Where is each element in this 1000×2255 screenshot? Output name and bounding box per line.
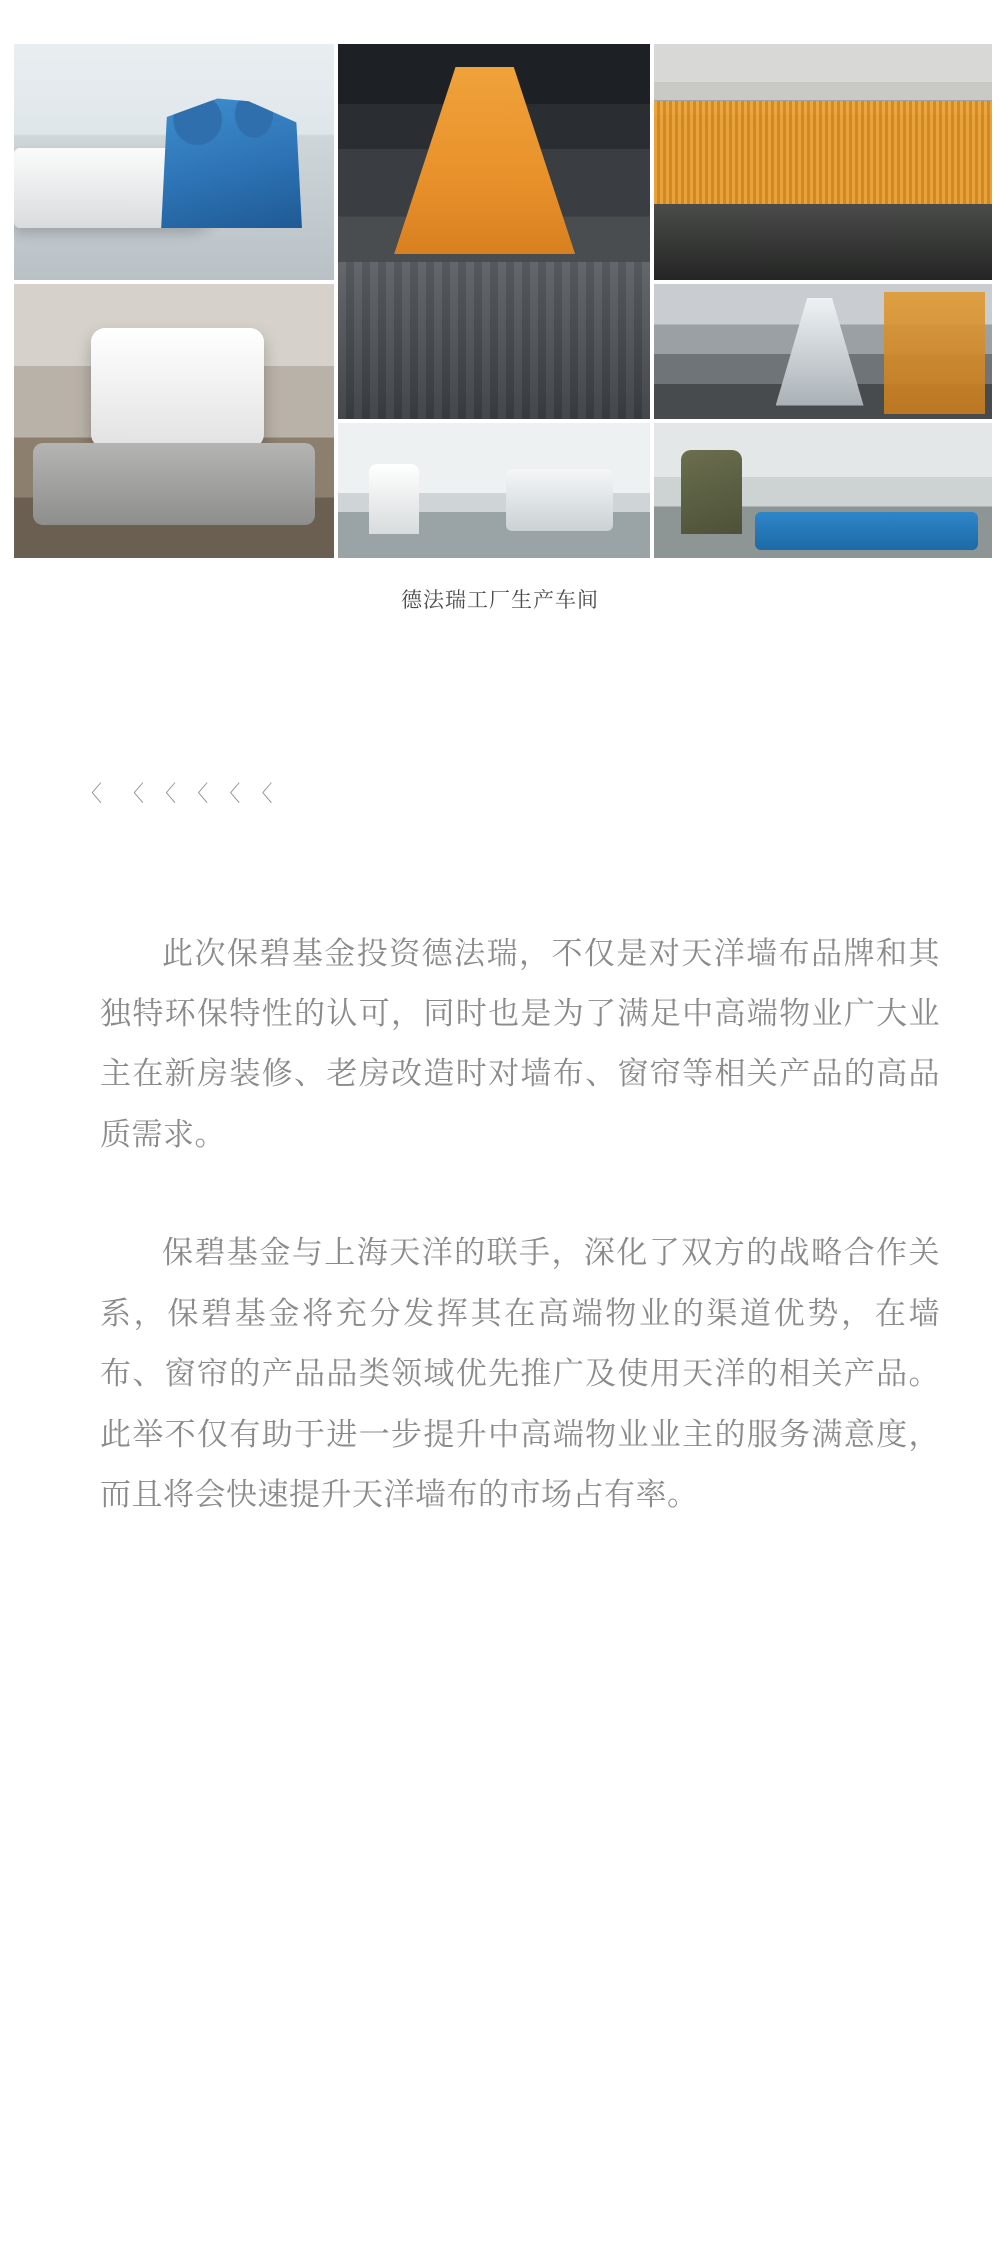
article-paragraph: 此次保碧基金投资德法瑞，不仅是对天洋墙布品牌和其独特环保特性的认可，同时也是为了满足中高端物业广大业主在新房装修、老房改造时对墙布、窗帘等相关产品的高品质需求。	[100, 935, 940, 1152]
article-page	[0, 44, 1000, 2255]
photo-laboratory-qc	[338, 423, 650, 558]
gallery-caption: 德法瑞工厂生产车间	[401, 589, 599, 612]
photo-image	[654, 284, 992, 419]
article-body	[100, 924, 940, 1526]
photo-orange-warp-machine	[338, 44, 650, 419]
chevron-divider	[80, 778, 1000, 808]
photo-image	[14, 284, 334, 558]
photo-weaving-hall-corridor	[654, 284, 992, 419]
chevron-left-icon: 〈	[80, 781, 105, 807]
factory-photo-collage	[14, 44, 986, 558]
chevron-left-icon-group: 〈 〈 〈 〈 〈	[122, 781, 275, 807]
photo-image	[654, 44, 992, 280]
photo-orange-threads-closeup	[654, 44, 992, 280]
photo-fabric-roll-workers	[14, 44, 334, 280]
photo-image	[14, 44, 334, 280]
article-paragraph: 保碧基金与上海天洋的联手，深化了双方的战略合作关系，保碧基金将充分发挥其在高端物业的渠道优势，在墙布、窗帘的产品品类领域优先推广及使用天洋的相关产品。此举不仅有助于进一步提升中高端物业业主的服务满意度，而且将会快速提升天洋墙布的市场占有率。	[100, 1235, 940, 1513]
photo-workers-inspect-fabric	[654, 423, 992, 558]
photo-white-machine-j-logo	[14, 284, 334, 558]
photo-image	[338, 44, 650, 419]
photo-image	[338, 423, 650, 558]
photo-image	[654, 423, 992, 558]
